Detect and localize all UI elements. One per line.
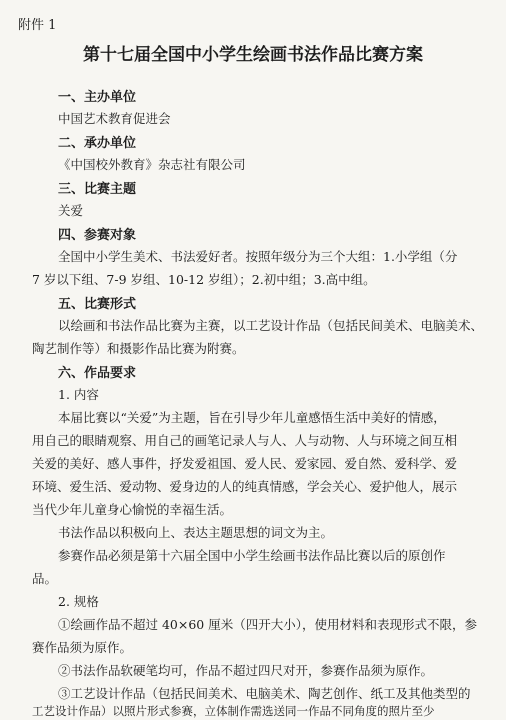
spec-line: 赛作品须为原作。 — [32, 640, 133, 655]
spec-line: ③工艺设计作品（包括民间美术、电脑美术、陶艺创作、纸工及其他类型的 — [58, 686, 471, 701]
document-title: 第十七届全国中小学生绘画书法作品比赛方案 — [83, 45, 423, 65]
calligraphy-line: 书法作品以积极向上、表达主题思想的词文为主。 — [58, 525, 334, 540]
content-line: 本届比赛以“关爱”为主题，旨在引导少年儿童感悟生活中美好的情感， — [58, 410, 446, 425]
format-line: 陶艺制作等）和摄影作品比赛为附赛。 — [32, 341, 245, 356]
attachment-label: 附件 1 — [18, 18, 57, 33]
section-heading-theme: 三、比赛主题 — [58, 182, 137, 197]
section-heading-co-organizer: 二、承办单位 — [58, 136, 137, 151]
theme-text: 关爱 — [58, 203, 84, 218]
subheading-specs: 2. 规格 — [58, 594, 99, 609]
co-organizer-text: 《中国校外教育》杂志社有限公司 — [58, 157, 246, 172]
content-line: 关爱的美好、感人事件，抒发爱祖国、爱人民、爱家园、爱自然、爱科学、爱 — [32, 456, 458, 471]
subheading-content: 1. 内容 — [58, 387, 99, 402]
original-work-line: 品。 — [32, 571, 58, 586]
participants-line: 7 岁以下组、7-9 岁组、10-12 岁组）；2.初中组；3.高中组。 — [32, 272, 376, 287]
original-work-line: 参赛作品必须是第十六届全国中小学生绘画书法作品比赛以后的原创作 — [58, 548, 446, 563]
section-heading-participants: 四、参赛对象 — [58, 228, 137, 243]
section-heading-requirements: 六、作品要求 — [58, 366, 137, 381]
format-line: 以绘画和书法作品比赛为主赛，以工艺设计作品（包括民间美术、电脑美术、 — [58, 318, 484, 333]
organizer-text: 中国艺术教育促进会 — [58, 111, 171, 126]
spec-line: ②书法作品软硬笔均可，作品不超过四尺对开，参赛作品须为原作。 — [58, 663, 434, 678]
content-line: 环境、爱生活、爱动物、爱身边的人的纯真情感，学会关心、爱护他人，展示 — [32, 479, 458, 494]
content-line: 当代少年儿童身心愉悦的幸福生活。 — [32, 502, 233, 517]
spec-line: ①绘画作品不超过 40×60 厘米（四开大小），使用材料和表现形式不限，参 — [58, 617, 477, 632]
participants-line: 全国中小学生美术、书法爱好者。按照年级分为三个大组：1.小学组（分 — [58, 249, 458, 264]
spec-line: 工艺设计作品）以照片形式参赛，立体制作需选送同一作品不同角度的照片至少 — [32, 704, 435, 718]
section-heading-format: 五、比赛形式 — [58, 297, 137, 312]
content-line: 用自己的眼睛观察、用自己的画笔记录人与人、人与动物、人与环境之间互相 — [32, 433, 458, 448]
section-heading-organizer: 一、主办单位 — [58, 90, 137, 105]
